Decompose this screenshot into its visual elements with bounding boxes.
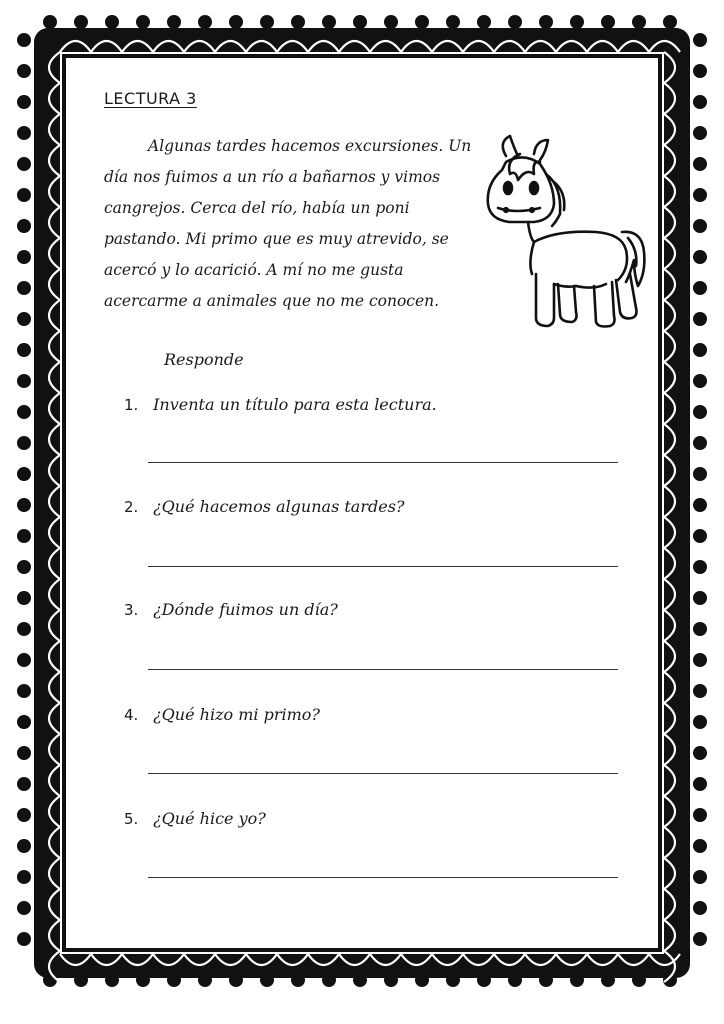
border-dot	[17, 467, 31, 481]
border-dot	[229, 15, 243, 29]
border-dot	[17, 653, 31, 667]
border-dot	[693, 808, 707, 822]
border-dot	[415, 15, 429, 29]
question-1	[124, 395, 604, 414]
reading-passage	[104, 131, 474, 317]
border-dot	[17, 126, 31, 140]
border-dot	[260, 15, 274, 29]
border-dot	[693, 33, 707, 47]
question-text: Inventa un título para esta lectura.	[153, 395, 437, 414]
border-dot	[477, 973, 491, 987]
border-dot	[291, 15, 305, 29]
border-dot	[693, 405, 707, 419]
border-dot	[446, 15, 460, 29]
border-dot	[198, 973, 212, 987]
question-3	[124, 600, 604, 619]
border-dot	[693, 281, 707, 295]
border-dot	[384, 15, 398, 29]
question-text: ¿Qué hacemos algunas tardes?	[153, 497, 405, 516]
border-dot	[136, 973, 150, 987]
border-dot	[136, 15, 150, 29]
page-title: LECTURA 3	[104, 89, 197, 108]
border-dot	[693, 591, 707, 605]
border-dot	[17, 33, 31, 47]
border-dot	[167, 973, 181, 987]
border-dot	[570, 973, 584, 987]
border-dot	[693, 932, 707, 946]
question-5	[124, 809, 604, 828]
border-dot	[693, 529, 707, 543]
border-dot	[74, 15, 88, 29]
border-dot	[17, 808, 31, 822]
answer-line-2[interactable]	[148, 566, 618, 567]
border-dot	[477, 15, 491, 29]
border-dot	[508, 973, 522, 987]
border-dot	[353, 973, 367, 987]
question-2	[124, 497, 604, 516]
border-dot	[693, 157, 707, 171]
border-dot	[17, 250, 31, 264]
border-dot	[17, 932, 31, 946]
border-dot	[17, 374, 31, 388]
question-text: ¿Qué hice yo?	[153, 809, 266, 828]
border-dot	[43, 15, 57, 29]
border-dot	[17, 591, 31, 605]
border-dot	[260, 973, 274, 987]
border-dot	[693, 188, 707, 202]
question-number: 1.	[124, 396, 139, 414]
border-dot	[693, 436, 707, 450]
border-dot	[693, 219, 707, 233]
border-dot	[415, 973, 429, 987]
question-number: 2.	[124, 498, 139, 516]
answer-line-3[interactable]	[148, 669, 618, 670]
border-dot	[229, 973, 243, 987]
border-dot	[693, 95, 707, 109]
border-dot	[693, 746, 707, 760]
border-dot	[693, 467, 707, 481]
border-dot	[17, 436, 31, 450]
border-dot	[17, 95, 31, 109]
border-dot	[17, 219, 31, 233]
border-dot	[353, 15, 367, 29]
border-dot	[693, 343, 707, 357]
responde-label: Responde	[164, 350, 244, 369]
border-dot	[74, 973, 88, 987]
border-dot	[43, 973, 57, 987]
border-dot	[539, 973, 553, 987]
border-dot	[17, 746, 31, 760]
border-dot	[693, 777, 707, 791]
border-dot	[508, 15, 522, 29]
border-dot	[17, 870, 31, 884]
border-dot	[693, 126, 707, 140]
border-dot	[693, 250, 707, 264]
border-dot	[17, 312, 31, 326]
border-dot	[17, 157, 31, 171]
border-dot	[167, 15, 181, 29]
question-text: ¿Qué hizo mi primo?	[153, 705, 320, 724]
border-dot	[693, 870, 707, 884]
border-dot	[17, 529, 31, 543]
border-dot	[17, 64, 31, 78]
border-dot	[693, 64, 707, 78]
border-dot	[570, 15, 584, 29]
border-dot	[384, 973, 398, 987]
answer-line-1[interactable]	[148, 462, 618, 463]
border-dot	[17, 188, 31, 202]
pony-illustration	[476, 134, 652, 334]
question-number: 5.	[124, 810, 139, 828]
border-dot	[17, 684, 31, 698]
reading-text: Algunas tardes hacemos excursiones. Un día nos fuimos a un río a bañarnos y vimos cangrejos. Cerca del río, había un poni pastando. Mi primo que es muy atrevido, se acercó y lo acarició. A mí no me gusta acercarme a animales que no me conocen.	[104, 137, 472, 310]
border-dot	[17, 560, 31, 574]
answer-line-5[interactable]	[148, 877, 618, 878]
border-dot	[17, 498, 31, 512]
border-dot	[693, 839, 707, 853]
border-dot	[693, 374, 707, 388]
border-dot	[17, 839, 31, 853]
border-dot	[322, 973, 336, 987]
border-dot	[693, 312, 707, 326]
question-number: 4.	[124, 706, 139, 724]
question-text: ¿Dónde fuimos un día?	[153, 600, 338, 619]
border-dot	[693, 498, 707, 512]
border-dot	[17, 715, 31, 729]
border-dot	[693, 653, 707, 667]
border-dot	[601, 15, 615, 29]
border-dot	[693, 684, 707, 698]
question-number: 3.	[124, 601, 139, 619]
border-dot	[17, 777, 31, 791]
border-dot	[446, 973, 460, 987]
border-dot	[17, 343, 31, 357]
border-dot	[17, 281, 31, 295]
border-dot	[632, 15, 646, 29]
question-4	[124, 705, 604, 724]
border-dot	[17, 405, 31, 419]
border-dot	[105, 15, 119, 29]
border-dot	[693, 560, 707, 574]
border-dot	[632, 973, 646, 987]
border-dot	[198, 15, 212, 29]
answer-line-4[interactable]	[148, 773, 618, 774]
border-dot	[693, 622, 707, 636]
border-dot	[539, 15, 553, 29]
border-dot	[105, 973, 119, 987]
border-dot	[693, 901, 707, 915]
border-dot	[693, 715, 707, 729]
border-dot	[322, 15, 336, 29]
border-dot	[663, 15, 677, 29]
border-dot	[291, 973, 305, 987]
border-dot	[17, 622, 31, 636]
border-dot	[601, 973, 615, 987]
border-dot	[17, 901, 31, 915]
